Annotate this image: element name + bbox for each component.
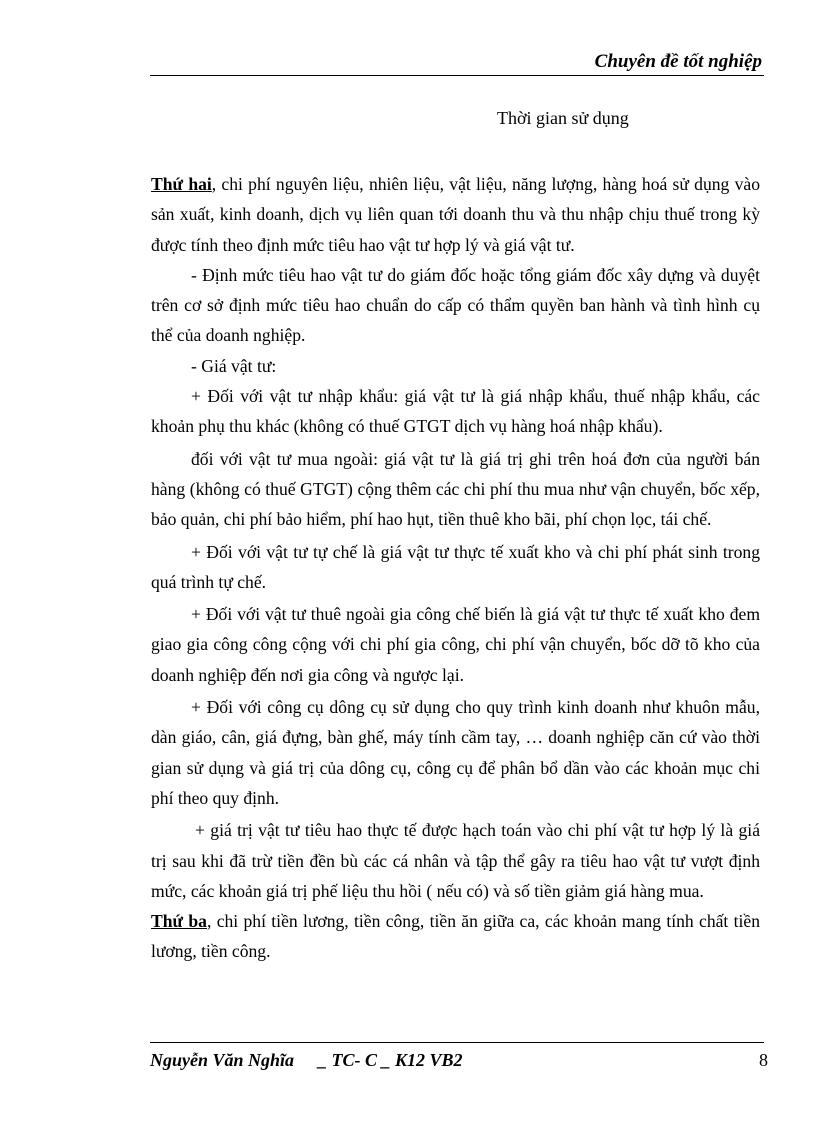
- paragraph-text: , chi phí nguyên liệu, nhiên liệu, vật liệu, năng lượng, hàng hoá sử dụng vào sản xuất, kinh doanh, dịch vụ liên quan tới doanh thu và thu nhập chịu thuế trong kỳ được tính theo định mức tiêu hao vật tư hợp lý và giá vật tư.: [151, 174, 760, 255]
- formula-denominator: Thời gian sử dụng: [497, 108, 629, 128]
- paragraph-thu-hai: [151, 169, 760, 260]
- header-title: Chuyên đề tốt nghiệp: [594, 51, 762, 72]
- paragraph-text: , chi phí tiền lương, tiền công, tiền ăn giữa ca, các khoản mang tính chất tiền lương, tiền công.: [151, 911, 761, 962]
- paragraph: - Định mức tiêu hao vật tư do giám đốc hoặc tổng giám đốc xây dựng và duyệt trên cơ sở định mức tiêu hao chuẩn do cấp có thẩm quyền ban hành và tình hình cụ thể của doanh nghiệp.: [151, 264, 760, 346]
- page-number: 8: [759, 1050, 768, 1070]
- paragraph: + Đối với vật tư nhập khẩu: giá vật tư là giá nhập khẩu, thuế nhập khẩu, các khoản phụ thu khác (không có thuế GTGT dịch vụ hàng hoá nhập khẩu).: [151, 386, 760, 437]
- lead-thu-ba: Thứ ba: [151, 911, 207, 932]
- document-body: [151, 169, 760, 967]
- paragraph-thu-ba: [151, 906, 760, 967]
- paragraph: - Giá vật tư:: [191, 355, 277, 376]
- footer-author: Nguyễn Văn Nghĩa: [150, 1050, 295, 1070]
- lead-thu-hai: Thứ hai: [151, 174, 212, 194]
- footer-rule: [150, 1042, 764, 1043]
- paragraph: đối với vật tư mua ngoài: giá vật tư là giá trị ghi trên hoá đơn của người bán hàng (không có thuế GTGT) cộng thêm các chi phí thu mua như vận chuyển, bốc xếp, bảo quản, chi phí bảo hiểm, phí hao hụt, tiền thuê kho bãi, phí chọn lọc, tái chế.: [151, 448, 760, 530]
- paragraph: + Đối với công cụ dông cụ sử dụng cho quy trình kinh doanh như khuôn mẫu, dàn giáo, cân, giá đựng, bàn ghế, máy tính cầm tay, … doanh nghiệp căn cứ vào thời gian sử dụng và giá trị của dông cụ, công cụ để phân bổ dần vào các khoản mục chi phí theo quy định.: [151, 697, 760, 808]
- footer-course: _ TC- C _ K12 VB2: [318, 1050, 463, 1070]
- paragraph: + Đối với vật tư tự chế là giá vật tư thực tế xuất kho và chi phí phát sinh trong quá trình tự chế.: [151, 541, 760, 592]
- paragraph: + Đối với vật tư thuê ngoài gia công chế biến là giá vật tư thực tế xuất kho đem giao gia công công cộng với chi phí gia công, chi phí vận chuyển, bốc dỡ tõ kho của doanh nghiệp đến nơi gia công và ngược lại.: [151, 604, 760, 685]
- paragraph: + giá trị vật tư tiêu hao thực tế được hạch toán vào chi phí vật tư hợp lý là giá trị sau khi đã trừ tiền đền bù các cá nhân và tập thể gây ra tiêu hao vật tư vượt định mức, các khoản giá trị phế liệu thu hồi ( nếu có) và số tiền giảm giá hàng mua.: [151, 820, 760, 901]
- header-rule: [150, 75, 764, 76]
